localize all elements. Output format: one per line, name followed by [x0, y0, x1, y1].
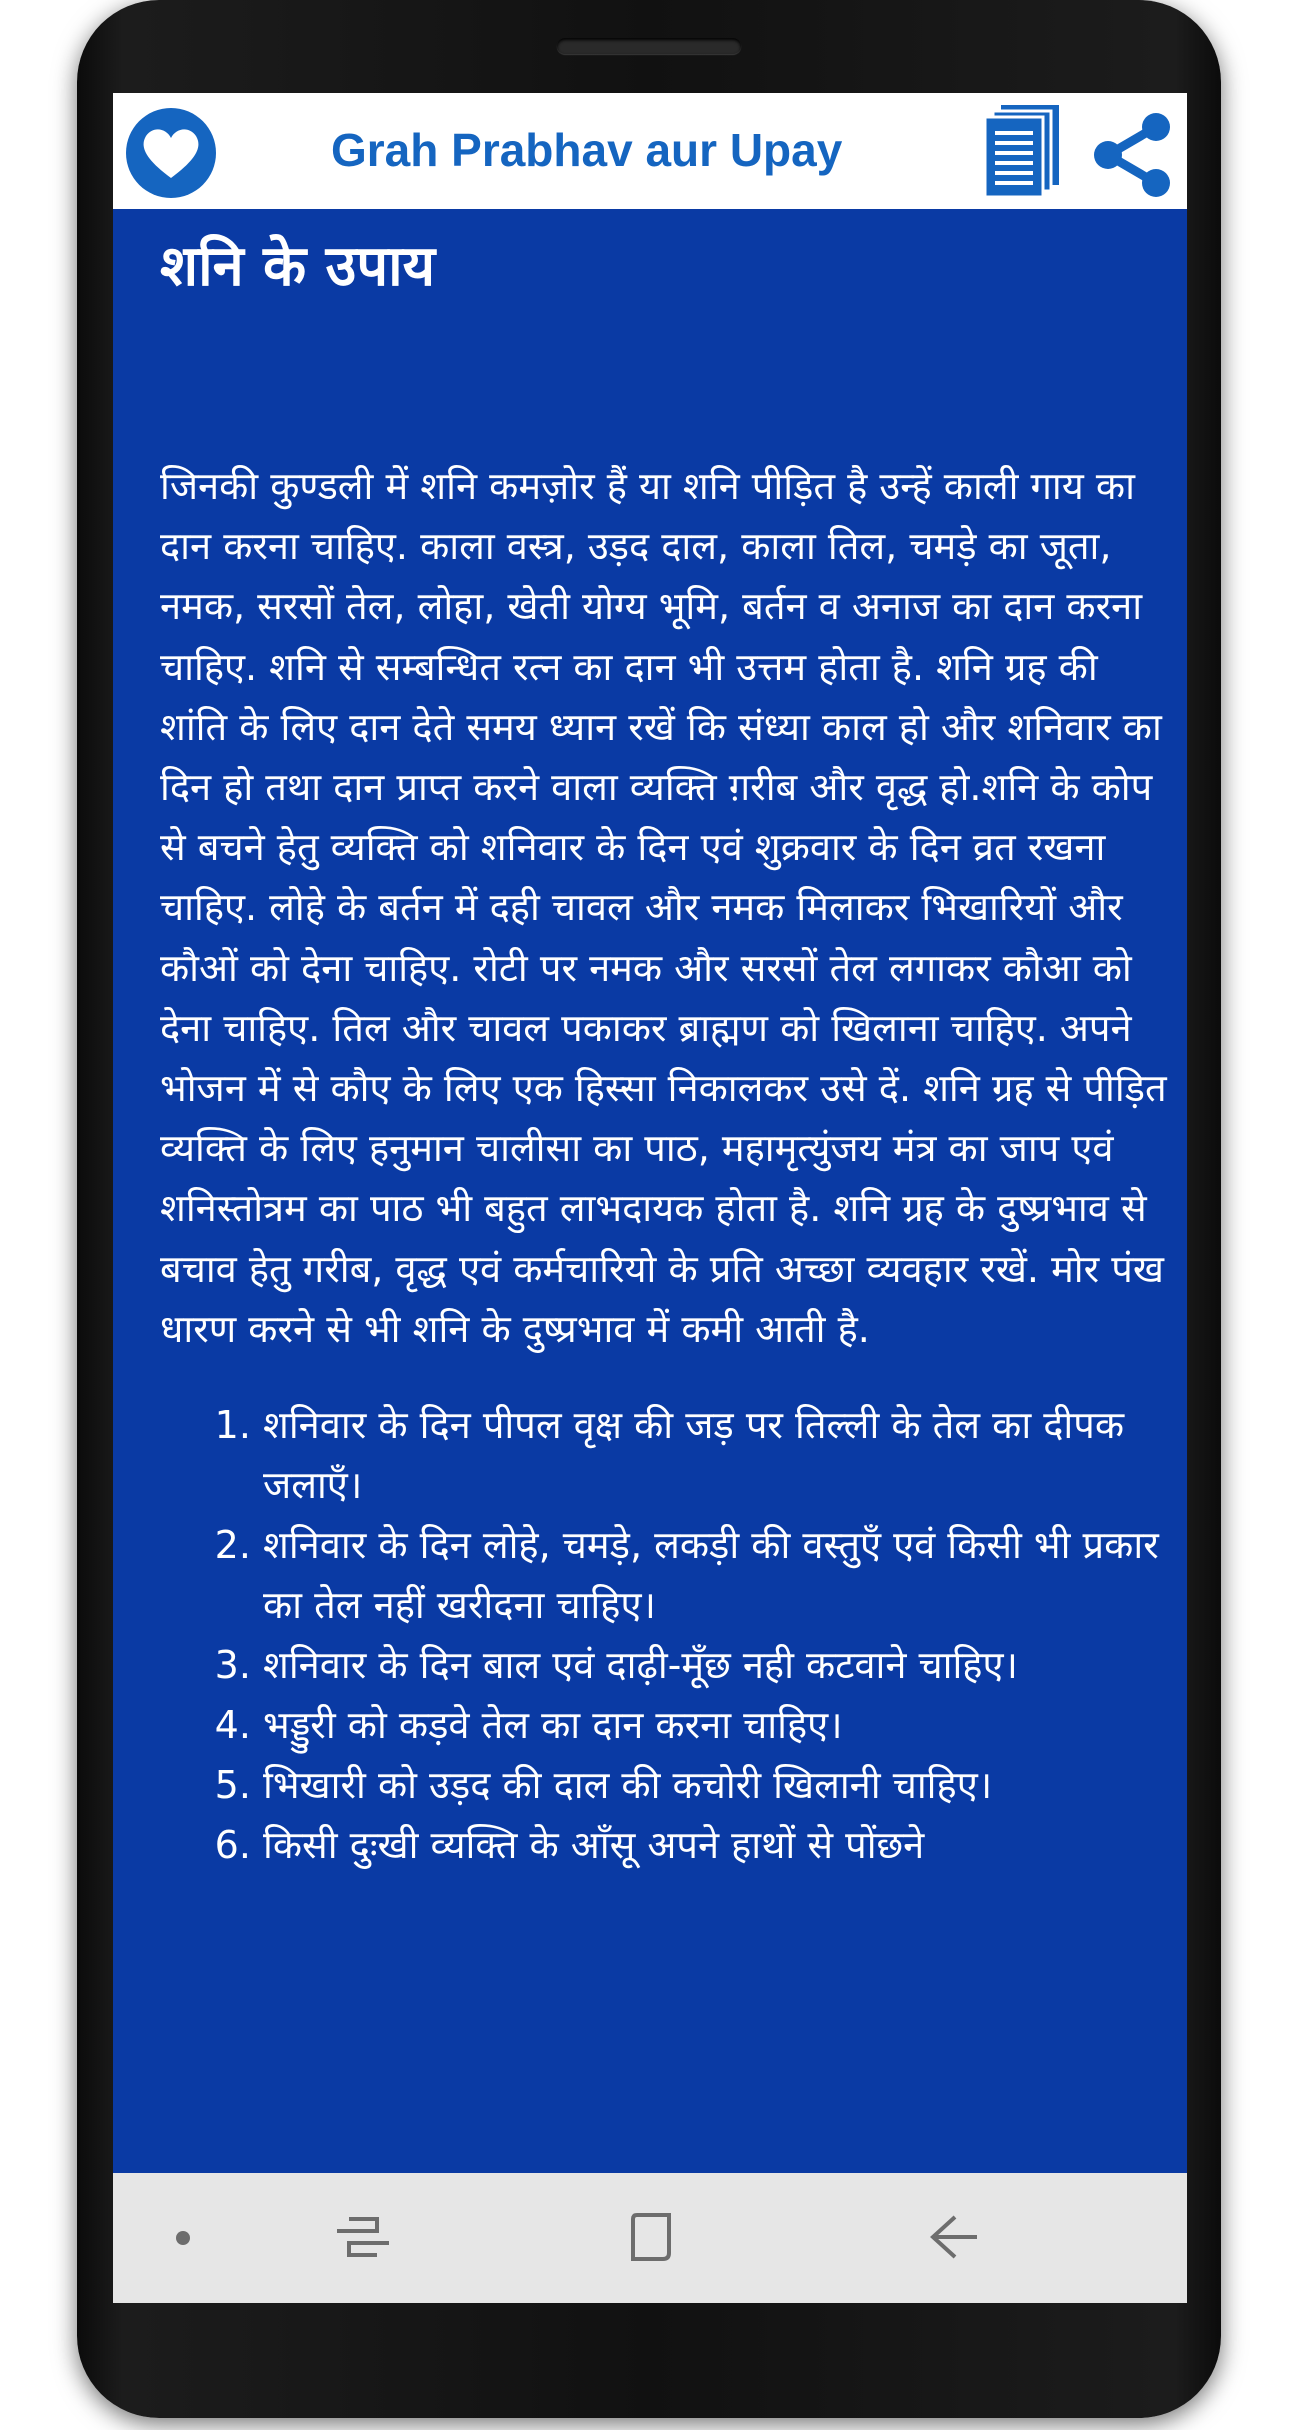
share-icon: [1088, 111, 1176, 199]
app-screen: [113, 93, 1187, 2303]
article-paragraph: जिनकी कुण्डली में शनि कमज़ोर हैं या शनि पीड़ित है उन्हें काली गाय का दान करना चाहिए. काला वस्त्र, उड़द दाल, काला तिल, चमड़े का जूता, नमक, सरसों तेल, लोहा, खेती योग्य भूमि, बर्तन व अनाज का दान करना चाहिए. शनि से सम्बन्धित रत्न का दान भी उत्तम होता है. शनि ग्रह की शांति के लिए दान देते समय ध्यान रखें कि संध्या काल हो और शनिवार का दिन हो तथा दान प्राप्त करने वाला व्यक्ति ग़रीब और वृद्ध हो.शनि के कोप से बचने हेतु व्यक्ति को शनिवार के दिन एवं शुक्रवार के दिन व्रत रखना चाहिए. लोहे के बर्तन में दही चावल और नमक मिलाकर भिखारियों और कौओं को देना चाहिए. रोटी पर नमक और सरसों तेल लगाकर कौआ को देना चाहिए. तिल और चावल पकाकर ब्राह्मण को खिलाना चाहिए. अपने भोजन में से कौए के लिए एक हिस्सा निकालकर उसे दें. शनि ग्रह से पीड़ित व्यक्ति के लिए हनुमान चालीसा का पाठ, महामृत्युंजय मंत्र का जाप एवं शनिस्तोत्रम का पाठ भी बहुत लाभदायक होता है. शनि ग्रह के दुष्प्रभाव से बचाव हेतु गरीब, वृद्ध एवं कर्मचारियो के प्रति अच्छा व्यवहार रखें. मोर पंख धारण करने से भी शनि के दुष्प्रभाव में कमी आती है.: [160, 464, 1167, 1351]
home-button[interactable]: [623, 2209, 679, 2269]
nav-dot-button[interactable]: [173, 2228, 193, 2252]
recent-apps-button[interactable]: [333, 2209, 393, 2269]
home-icon: [623, 2209, 679, 2265]
speaker-grille: [557, 38, 741, 54]
list-item: 6. किसी दुःखी व्यक्ति के आँसू अपने हाथों से पोंछने: [263, 1815, 1170, 1875]
article-heading: शनि के उपाय: [160, 234, 436, 299]
list-item: 1. शनिवार के दिन पीपल वृक्ष की जड़ पर तिल्ली के तेल का दीपक जलाएँ।: [263, 1395, 1170, 1515]
share-button[interactable]: [1088, 111, 1176, 199]
list-item: 2. शनिवार के दिन लोहे, चमड़े, लकड़ी की वस्तुएँ एवं किसी भी प्रकार का तेल नहीं खरीदना चाहिए।: [263, 1515, 1170, 1635]
back-button[interactable]: [925, 2209, 985, 2269]
recent-apps-icon: [333, 2209, 393, 2265]
dot-icon: [173, 2228, 193, 2248]
remedy-list: [160, 1395, 1170, 1875]
list-item: 5. भिखारी को उड़द की दाल की कचोरी खिलानी चाहिए।: [263, 1755, 1170, 1815]
documents-button[interactable]: [983, 103, 1063, 198]
list-item: 3. शनिवार के दिन बाल एवं दाढ़ी-मूँछ नही कटवाने चाहिए।: [263, 1635, 1170, 1695]
article-content: [160, 227, 1170, 1875]
heart-icon: [126, 108, 216, 198]
document-icon: [983, 103, 1063, 198]
app-title: Grah Prabhav aur Upay: [331, 124, 843, 176]
list-item: 4. भड्डुरी को कड़वे तेल का दान करना चाहिए।: [263, 1695, 1170, 1755]
app-bar: [113, 93, 1187, 209]
system-navigation-bar: [113, 2173, 1187, 2303]
back-icon: [925, 2209, 985, 2265]
favorite-button[interactable]: [126, 108, 216, 198]
